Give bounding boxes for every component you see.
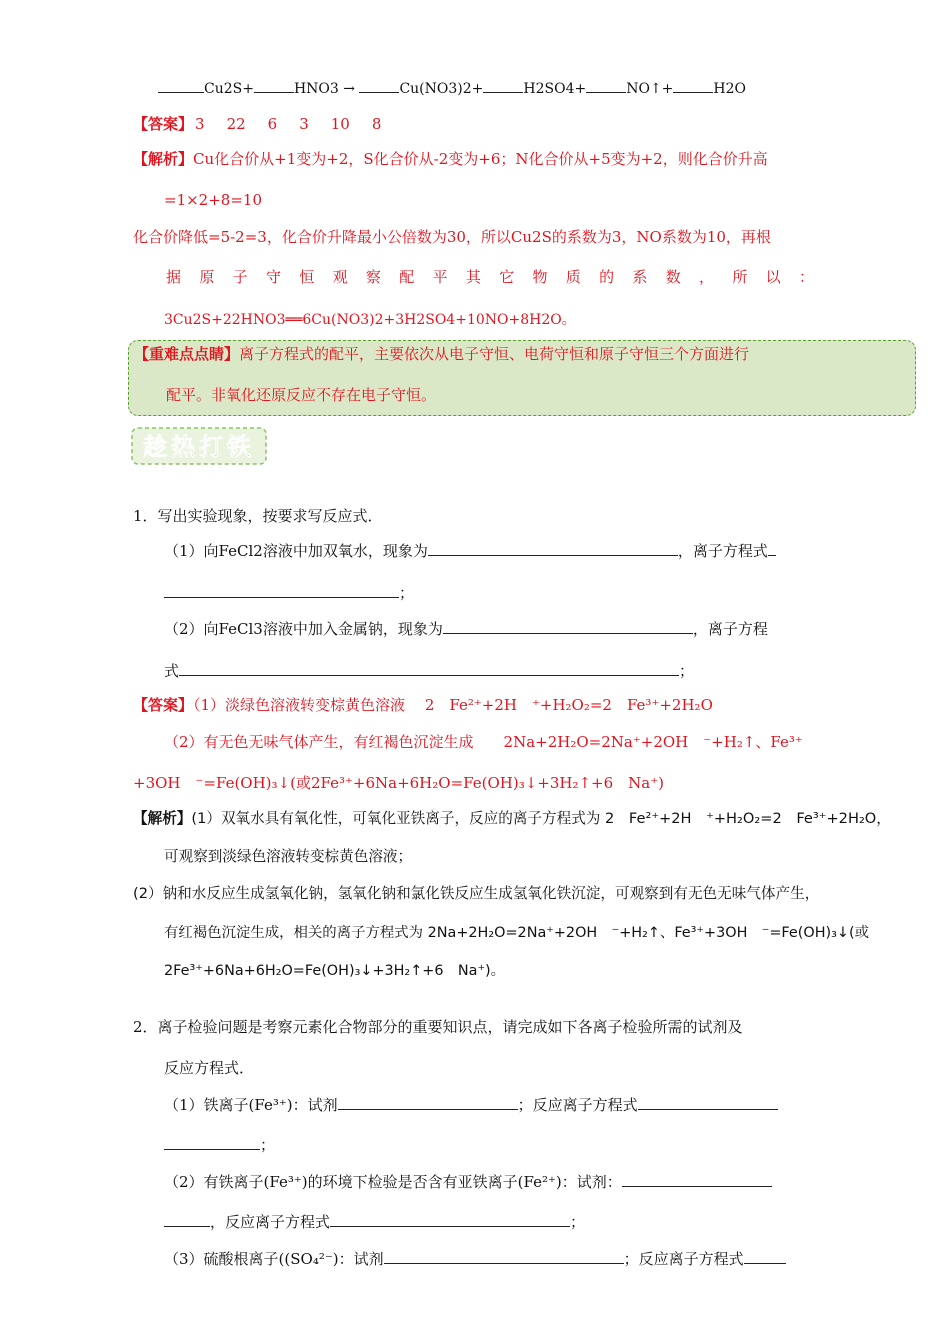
answer-value: 3 [195, 115, 205, 133]
formula-h2o: H2O [713, 81, 747, 97]
blank[interactable] [158, 77, 204, 93]
q2-part3-text: ；反应离子方程式 [623, 1250, 744, 1268]
char: 恒 [299, 268, 315, 286]
semicolon: ； [679, 662, 695, 680]
tip-line-1 [134, 343, 749, 365]
blank[interactable] [673, 77, 713, 93]
answer-blank[interactable] [638, 1094, 778, 1110]
answer-value: 3 [299, 115, 309, 133]
q2-part1-text: （1）铁离子(Fe³⁺)：试剂 [164, 1096, 338, 1114]
answer-blank[interactable] [384, 1248, 624, 1264]
char: 子 [232, 268, 248, 286]
answer-blank[interactable] [428, 540, 678, 556]
q2-stem: 2．离子检验问题是考察元素化合物部分的重要知识点，请完成如下各离子检验所需的试剂及 [133, 1018, 743, 1036]
analysis2-line-5: 2Fe³⁺+6Na+6H₂O=Fe(OH)₃↓+3H₂↑+6 Na⁺)。 [164, 963, 506, 979]
semicolon: ； [570, 1213, 586, 1231]
q1-part2-text: ，离子方程 [692, 620, 768, 638]
q2-part1-cont [164, 1134, 275, 1156]
q1-part1-text: （1）向FeCl2溶液中加双氧水，现象为 [164, 542, 428, 560]
q1-part2-cont [164, 660, 694, 682]
answer-blank[interactable] [164, 582, 399, 598]
answer-text: （1）淡绿色溶液转变棕黄色溶液 2 Fe²⁺+2H ⁺+H₂O₂=2 Fe³⁺+2H₂O [193, 696, 713, 714]
answer-line-1 [133, 113, 381, 135]
q1-part2-text: 式 [164, 662, 180, 680]
answer-blank[interactable] [622, 1171, 772, 1187]
semicolon: ； [260, 1136, 276, 1154]
formula-h2so4: H2SO4+ [523, 81, 587, 97]
answer-blank[interactable] [330, 1211, 570, 1227]
analysis-line-2: =1×2+8=10 [164, 191, 262, 209]
q2-stem-cont: 反应方程式． [164, 1059, 255, 1077]
blank[interactable] [359, 77, 399, 93]
char: 数 [665, 268, 681, 286]
answer2-line-1 [133, 694, 713, 716]
q2-part2 [164, 1171, 772, 1193]
char: 系 [632, 268, 648, 286]
analysis-label: 【解析】 [133, 150, 194, 168]
formula-hno3: HNO3 [293, 81, 344, 97]
q1-part1-text: ，离子方程式 [677, 542, 768, 560]
char: 原 [199, 268, 215, 286]
equation-line [158, 77, 746, 100]
answer-label: 【答案】 [133, 696, 194, 714]
char: 质 [565, 268, 581, 286]
answer-value: 10 [330, 115, 350, 133]
analysis2-line-2: 可观察到淡绿色溶液转变棕黄色溶液； [164, 848, 413, 865]
answer-blank[interactable] [164, 1211, 210, 1227]
char: 所 [732, 268, 748, 286]
char: 观 [332, 268, 348, 286]
analysis-line-5: 3Cu2S+22HNO3══6Cu(NO3)2+3H2SO4+10NO+8H2O。 [164, 312, 576, 328]
formula-cuno3: Cu(NO3)2+ [399, 81, 484, 97]
answer-value: 6 [267, 115, 278, 133]
answer-value: 8 [371, 115, 382, 133]
q1-stem: 1．写出实验现象，按要求写反应式． [133, 507, 383, 525]
answer-blank[interactable] [443, 618, 693, 634]
answer-value: 22 [226, 115, 246, 133]
analysis-line-1 [133, 148, 768, 170]
q2-part3 [164, 1248, 786, 1270]
reaction-arrow: → [343, 81, 355, 97]
char: 守 [265, 268, 281, 286]
answer-blank[interactable] [744, 1248, 786, 1264]
q2-part3-text: （3）硫酸根离子((SO₄²⁻)：试剂 [164, 1250, 384, 1268]
answer-blank[interactable] [338, 1094, 518, 1110]
q1-part2-text: （2）向FeCl3溶液中加入金属钠，现象为 [164, 620, 443, 638]
q2-part2-cont [164, 1211, 585, 1233]
tip-text: 离子方程式的配平，主要依次从电子守恒、电荷守恒和原子守恒三个方面进行 [239, 345, 750, 363]
analysis-line-4 [166, 266, 814, 288]
answer-blank[interactable] [768, 540, 776, 556]
q1-part1-cont [164, 582, 414, 604]
answer-blank[interactable] [179, 660, 679, 676]
analysis2-line-3: (2）钠和水反应生成氢氧化钠，氢氧化钠和氯化铁反应生成氢氧化铁沉淀，可观察到有无色无味气体产生， [133, 885, 820, 902]
char: 察 [365, 268, 381, 286]
char: 据 [166, 268, 182, 286]
q2-part1 [164, 1094, 778, 1116]
q2-part2-text: （2）有铁离子(Fe³⁺)的环境下检验是否含有亚铁离子(Fe²⁺)：试剂： [164, 1173, 622, 1191]
badge-text: 趁热打铁 [143, 433, 255, 461]
answer2-line-2: （2）有无色无味气体产生，有红褐色沉淀生成 2Na+2H₂O=2Na⁺+2OH ⁻+H₂↑、Fe³⁺ [164, 733, 803, 751]
analysis2-line-4: 有红褐色沉淀生成，相关的离子方程式为 2Na+2H₂O=2Na⁺+2OH ⁻+H₂↑、Fe³⁺+3OH ⁻=Fe(OH)₃↓(或 [164, 925, 869, 941]
analysis2-line-1 [133, 808, 891, 830]
tip-line-2: 配平。非氧化还原反应不存在电子守恒。 [166, 386, 437, 404]
formula-cu2s: Cu2S+ [204, 81, 254, 97]
char: ， [699, 268, 715, 286]
analysis-text: Cu化合价从+1变为+2，S化合价从-2变为+6；N化合价从+5变为+2，则化合价升高 [193, 150, 768, 168]
semicolon: ； [399, 584, 415, 602]
analysis-line-3: 化合价降低=5-2=3，化合价升降最小公倍数为30，所以Cu2S的系数为3，NO系数为10，再根 [133, 228, 771, 246]
char: 其 [465, 268, 481, 286]
q2-part2-text: ，反应离子方程式 [210, 1213, 331, 1231]
char: 平 [432, 268, 448, 286]
q2-part1-text: ；反应离子方程式 [517, 1096, 638, 1114]
char: 物 [532, 268, 548, 286]
q1-part1 [164, 540, 776, 562]
analysis-label: 【解析】 [133, 810, 192, 827]
q1-part2 [164, 618, 768, 640]
answer-blank[interactable] [164, 1134, 260, 1150]
char: 它 [499, 268, 515, 286]
analysis-text: (1）双氧水具有氧化性，可氧化亚铁离子，反应的离子方程式为 2 Fe²⁺+2H ⁺+H₂O₂=2 Fe³⁺+2H₂O， [191, 810, 891, 827]
blank[interactable] [586, 77, 626, 93]
blank[interactable] [254, 77, 294, 93]
answer2-line-3: +3OH ⁻=Fe(OH)₃↓(或2Fe³⁺+6Na+6H₂O=Fe(OH)₃↓+3H₂↑+6 Na⁺) [133, 774, 664, 792]
section-badge [130, 424, 268, 468]
char: ： [798, 268, 814, 286]
blank[interactable] [483, 77, 523, 93]
answer-label: 【答案】 [133, 115, 194, 133]
badge-graphic [130, 424, 268, 468]
char: 以 [765, 268, 781, 286]
formula-no: NO↑+ [626, 81, 674, 97]
char: 的 [599, 268, 615, 286]
tip-label: 【重难点点睛】 [134, 345, 240, 363]
char: 配 [399, 268, 415, 286]
